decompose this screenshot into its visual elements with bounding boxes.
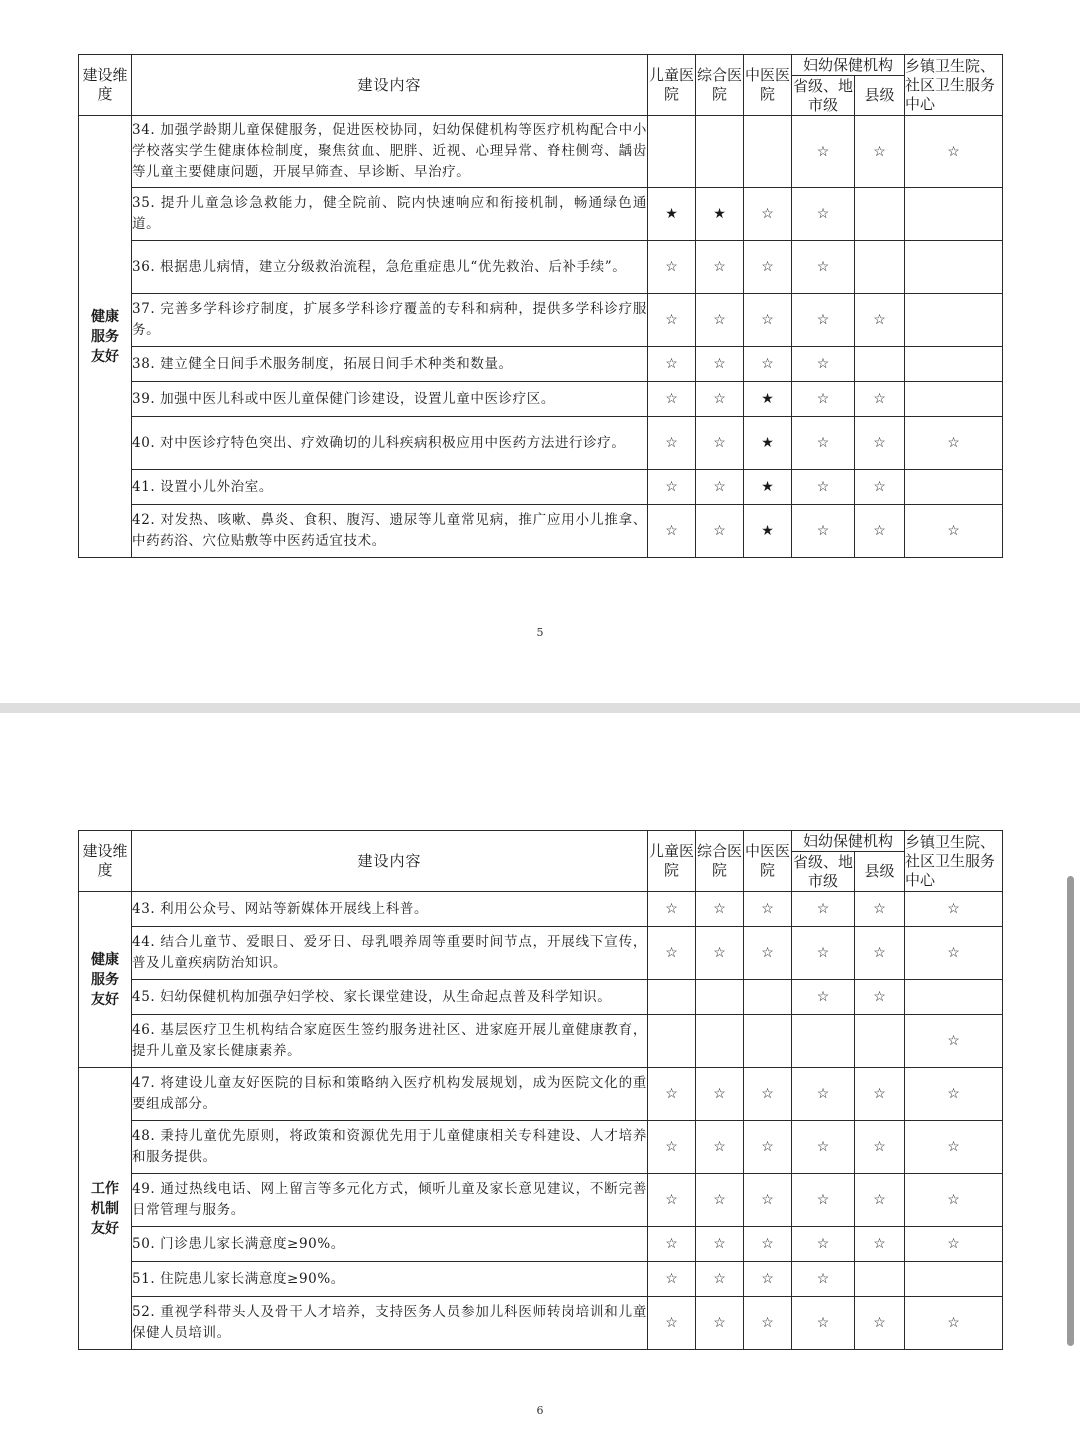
outline-star-mark: ☆ <box>696 382 744 417</box>
outline-star-mark: ☆ <box>855 1121 905 1174</box>
outline-star-mark: ☆ <box>905 1121 1003 1174</box>
filled-star-mark: ★ <box>648 188 696 241</box>
item-text: 41. 设置小儿外治室。 <box>132 470 648 505</box>
item-text: 51. 住院患儿家长满意度≥90%。 <box>132 1262 648 1297</box>
outline-star-mark: ☆ <box>792 892 855 927</box>
outline-star-mark: ☆ <box>744 1068 792 1121</box>
dimension-label-text: 健康服务友好 <box>90 951 119 1008</box>
table-row <box>79 505 1003 558</box>
table-row <box>79 116 1003 188</box>
outline-star-mark: ☆ <box>905 1227 1003 1262</box>
outline-star-mark: ☆ <box>744 241 792 294</box>
outline-star-mark: ☆ <box>792 1068 855 1121</box>
outline-star-mark: ☆ <box>855 927 905 980</box>
outline-star-mark: ☆ <box>792 116 855 188</box>
item-text: 37. 完善多学科诊疗制度，扩展多学科诊疗覆盖的专科和病种，提供多学科诊疗服务。 <box>132 294 648 347</box>
empty-cell <box>905 470 1003 505</box>
outline-star-mark: ☆ <box>855 294 905 347</box>
header-mch-county: 县级 <box>855 852 905 892</box>
outline-star-mark: ☆ <box>648 1227 696 1262</box>
outline-star-mark: ☆ <box>696 417 744 470</box>
empty-cell <box>744 1015 792 1068</box>
outline-star-mark: ☆ <box>855 470 905 505</box>
filled-star-mark: ★ <box>744 417 792 470</box>
dimension-label <box>79 116 132 558</box>
outline-star-mark: ☆ <box>648 1068 696 1121</box>
outline-star-mark: ☆ <box>905 116 1003 188</box>
empty-cell <box>905 347 1003 382</box>
filled-star-mark: ★ <box>744 505 792 558</box>
outline-star-mark: ☆ <box>792 1174 855 1227</box>
document-page-5 <box>0 0 1080 703</box>
outline-star-mark: ☆ <box>696 241 744 294</box>
outline-star-mark: ☆ <box>905 892 1003 927</box>
header-children-hospital: 儿童医院 <box>648 55 696 116</box>
table-row <box>79 1297 1003 1350</box>
header-mch-provincial: 省级、地市级 <box>792 852 853 890</box>
empty-cell <box>905 980 1003 1015</box>
outline-star-mark: ☆ <box>792 1121 855 1174</box>
outline-star-mark: ☆ <box>696 1068 744 1121</box>
outline-star-mark: ☆ <box>792 1227 855 1262</box>
table-row <box>79 892 1003 927</box>
table-row <box>79 417 1003 470</box>
outline-star-mark: ☆ <box>744 347 792 382</box>
outline-star-mark: ☆ <box>696 1262 744 1297</box>
empty-cell <box>855 1015 905 1068</box>
table-row <box>79 927 1003 980</box>
header-mch-group: 妇幼保健机构 <box>792 831 905 852</box>
header-mch-group: 妇幼保健机构 <box>792 55 905 76</box>
outline-star-mark: ☆ <box>696 1121 744 1174</box>
header-tcm-hospital: 中医医院 <box>744 831 792 892</box>
table-row <box>79 1121 1003 1174</box>
outline-star-mark: ☆ <box>792 927 855 980</box>
outline-star-mark: ☆ <box>744 1297 792 1350</box>
empty-cell <box>696 1015 744 1068</box>
table-row <box>79 980 1003 1015</box>
table-row <box>79 294 1003 347</box>
item-text: 48. 秉持儿童优先原则，将政策和资源优先用于儿童健康相关专科建设、人才培养和服务提供。 <box>132 1121 648 1174</box>
header-content: 建设内容 <box>132 55 648 116</box>
outline-star-mark: ☆ <box>696 470 744 505</box>
page-number: 6 <box>536 1404 544 1417</box>
construction-table-page-5 <box>78 54 1003 558</box>
empty-cell <box>905 1262 1003 1297</box>
outline-star-mark: ☆ <box>855 1068 905 1121</box>
item-text: 35. 提升儿童急诊急救能力，健全院前、院内快速响应和衔接机制，畅通绿色通道。 <box>132 188 648 241</box>
outline-star-mark: ☆ <box>744 294 792 347</box>
empty-cell <box>855 1262 905 1297</box>
outline-star-mark: ☆ <box>792 470 855 505</box>
outline-star-mark: ☆ <box>855 892 905 927</box>
outline-star-mark: ☆ <box>648 417 696 470</box>
empty-cell <box>905 188 1003 241</box>
header-general-hospital: 综合医院 <box>696 831 744 892</box>
dimension-label-text: 工作机制友好 <box>90 1180 119 1237</box>
outline-star-mark: ☆ <box>696 1297 744 1350</box>
outline-star-mark: ☆ <box>744 1121 792 1174</box>
header-dimension: 建设维度 <box>79 831 132 892</box>
item-text: 36. 根据患儿病情，建立分级救治流程，急危重症患儿“优先救治、后补手续”。 <box>132 241 648 294</box>
table-row <box>79 1068 1003 1121</box>
outline-star-mark: ☆ <box>696 505 744 558</box>
outline-star-mark: ☆ <box>905 1297 1003 1350</box>
table-row <box>79 347 1003 382</box>
outline-star-mark: ☆ <box>792 294 855 347</box>
header-primary-care: 乡镇卫生院、社区卫生服务中心 <box>905 55 1003 116</box>
empty-cell <box>855 188 905 241</box>
dimension-label-text: 健康服务友好 <box>90 308 119 365</box>
outline-star-mark: ☆ <box>905 1068 1003 1121</box>
scrollbar-thumb[interactable] <box>1067 876 1074 1346</box>
empty-cell <box>792 1015 855 1068</box>
outline-star-mark: ☆ <box>905 927 1003 980</box>
table-body-page-5 <box>79 116 1003 558</box>
table-row <box>79 470 1003 505</box>
item-text: 52. 重视学科带头人及骨干人才培养，支持医务人员参加儿科医师转岗培训和儿童保健人员培训。 <box>132 1297 648 1350</box>
empty-cell <box>905 294 1003 347</box>
outline-star-mark: ☆ <box>648 382 696 417</box>
header-mch-provincial: 省级、地市级 <box>792 76 853 114</box>
header-dimension: 建设维度 <box>79 55 132 116</box>
construction-table-page-6 <box>78 830 1003 1350</box>
item-text: 50. 门诊患儿家长满意度≥90%。 <box>132 1227 648 1262</box>
outline-star-mark: ☆ <box>855 1297 905 1350</box>
empty-cell <box>648 116 696 188</box>
outline-star-mark: ☆ <box>648 347 696 382</box>
outline-star-mark: ☆ <box>905 417 1003 470</box>
outline-star-mark: ☆ <box>648 927 696 980</box>
header-children-hospital: 儿童医院 <box>648 831 696 892</box>
table-row <box>79 1227 1003 1262</box>
empty-cell <box>744 116 792 188</box>
outline-star-mark: ☆ <box>648 505 696 558</box>
page-gap <box>0 703 1080 713</box>
outline-star-mark: ☆ <box>696 927 744 980</box>
outline-star-mark: ☆ <box>792 417 855 470</box>
table-header <box>79 831 1003 892</box>
table-header <box>79 55 1003 116</box>
outline-star-mark: ☆ <box>792 188 855 241</box>
outline-star-mark: ☆ <box>744 1262 792 1297</box>
outline-star-mark: ☆ <box>855 382 905 417</box>
header-primary-care: 乡镇卫生院、社区卫生服务中心 <box>905 831 1003 892</box>
item-text: 38. 建立健全日间手术服务制度，拓展日间手术种类和数量。 <box>132 347 648 382</box>
dimension-label <box>79 892 132 1068</box>
outline-star-mark: ☆ <box>792 1262 855 1297</box>
item-text: 47. 将建设儿童友好医院的目标和策略纳入医疗机构发展规划，成为医院文化的重要组成部分。 <box>132 1068 648 1121</box>
table-row <box>79 1174 1003 1227</box>
table-row <box>79 1262 1003 1297</box>
outline-star-mark: ☆ <box>855 116 905 188</box>
outline-star-mark: ☆ <box>792 382 855 417</box>
item-text: 46. 基层医疗卫生机构结合家庭医生签约服务进社区、进家庭开展儿童健康教育，提升儿童及家长健康素养。 <box>132 1015 648 1068</box>
page-number: 5 <box>536 626 544 639</box>
outline-star-mark: ☆ <box>744 188 792 241</box>
item-text: 39. 加强中医儿科或中医儿童保健门诊建设，设置儿童中医诊疗区。 <box>132 382 648 417</box>
outline-star-mark: ☆ <box>648 1121 696 1174</box>
outline-star-mark: ☆ <box>855 1174 905 1227</box>
dimension-label <box>79 1068 132 1350</box>
table-body-page-6 <box>79 892 1003 1350</box>
outline-star-mark: ☆ <box>648 241 696 294</box>
outline-star-mark: ☆ <box>855 505 905 558</box>
document-page-6 <box>0 713 1080 1439</box>
outline-star-mark: ☆ <box>744 1174 792 1227</box>
outline-star-mark: ☆ <box>744 927 792 980</box>
item-text: 49. 通过热线电话、网上留言等多元化方式，倾听儿童及家长意见建议，不断完善日常管理与服务。 <box>132 1174 648 1227</box>
outline-star-mark: ☆ <box>792 241 855 294</box>
outline-star-mark: ☆ <box>855 980 905 1015</box>
empty-cell <box>744 980 792 1015</box>
outline-star-mark: ☆ <box>855 417 905 470</box>
outline-star-mark: ☆ <box>696 294 744 347</box>
outline-star-mark: ☆ <box>648 1174 696 1227</box>
empty-cell <box>855 241 905 294</box>
outline-star-mark: ☆ <box>696 1227 744 1262</box>
outline-star-mark: ☆ <box>648 470 696 505</box>
outline-star-mark: ☆ <box>696 1174 744 1227</box>
outline-star-mark: ☆ <box>792 980 855 1015</box>
header-content: 建设内容 <box>132 831 648 892</box>
filled-star-mark: ★ <box>744 382 792 417</box>
empty-cell <box>696 116 744 188</box>
table-row <box>79 241 1003 294</box>
outline-star-mark: ☆ <box>696 347 744 382</box>
header-mch-county: 县级 <box>855 76 905 116</box>
empty-cell <box>648 1015 696 1068</box>
outline-star-mark: ☆ <box>855 1227 905 1262</box>
outline-star-mark: ☆ <box>648 294 696 347</box>
outline-star-mark: ☆ <box>648 1262 696 1297</box>
outline-star-mark: ☆ <box>905 505 1003 558</box>
item-text: 42. 对发热、咳嗽、鼻炎、食积、腹泻、遗尿等儿童常见病，推广应用小儿推拿、中药药浴、穴位贴敷等中医药适宜技术。 <box>132 505 648 558</box>
empty-cell <box>648 980 696 1015</box>
filled-star-mark: ★ <box>696 188 744 241</box>
table-row <box>79 382 1003 417</box>
outline-star-mark: ☆ <box>792 1297 855 1350</box>
filled-star-mark: ★ <box>744 470 792 505</box>
empty-cell <box>905 382 1003 417</box>
outline-star-mark: ☆ <box>696 892 744 927</box>
item-text: 40. 对中医诊疗特色突出、疗效确切的儿科疾病积极应用中医药方法进行诊疗。 <box>132 417 648 470</box>
outline-star-mark: ☆ <box>744 892 792 927</box>
outline-star-mark: ☆ <box>648 1297 696 1350</box>
empty-cell <box>696 980 744 1015</box>
outline-star-mark: ☆ <box>744 1227 792 1262</box>
item-text: 34. 加强学龄期儿童保健服务，促进医校协同，妇幼保健机构等医疗机构配合中小学校落实学生健康体检制度，聚焦贫血、肥胖、近视、心理异常、脊柱侧弯、龋齿等儿童主要健康问题，开展早筛查、早诊断、早治疗。 <box>132 116 648 188</box>
empty-cell <box>855 347 905 382</box>
header-tcm-hospital: 中医医院 <box>744 55 792 116</box>
item-text: 45. 妇幼保健机构加强孕妇学校、家长课堂建设，从生命起点普及科学知识。 <box>132 980 648 1015</box>
table-row <box>79 188 1003 241</box>
outline-star-mark: ☆ <box>648 892 696 927</box>
item-text: 43. 利用公众号、网站等新媒体开展线上科普。 <box>132 892 648 927</box>
outline-star-mark: ☆ <box>905 1015 1003 1068</box>
header-general-hospital: 综合医院 <box>696 55 744 116</box>
table-row <box>79 1015 1003 1068</box>
empty-cell <box>905 241 1003 294</box>
outline-star-mark: ☆ <box>792 347 855 382</box>
outline-star-mark: ☆ <box>905 1174 1003 1227</box>
outline-star-mark: ☆ <box>792 505 855 558</box>
item-text: 44. 结合儿童节、爱眼日、爱牙日、母乳喂养周等重要时间节点，开展线下宣传，普及儿童疾病防治知识。 <box>132 927 648 980</box>
